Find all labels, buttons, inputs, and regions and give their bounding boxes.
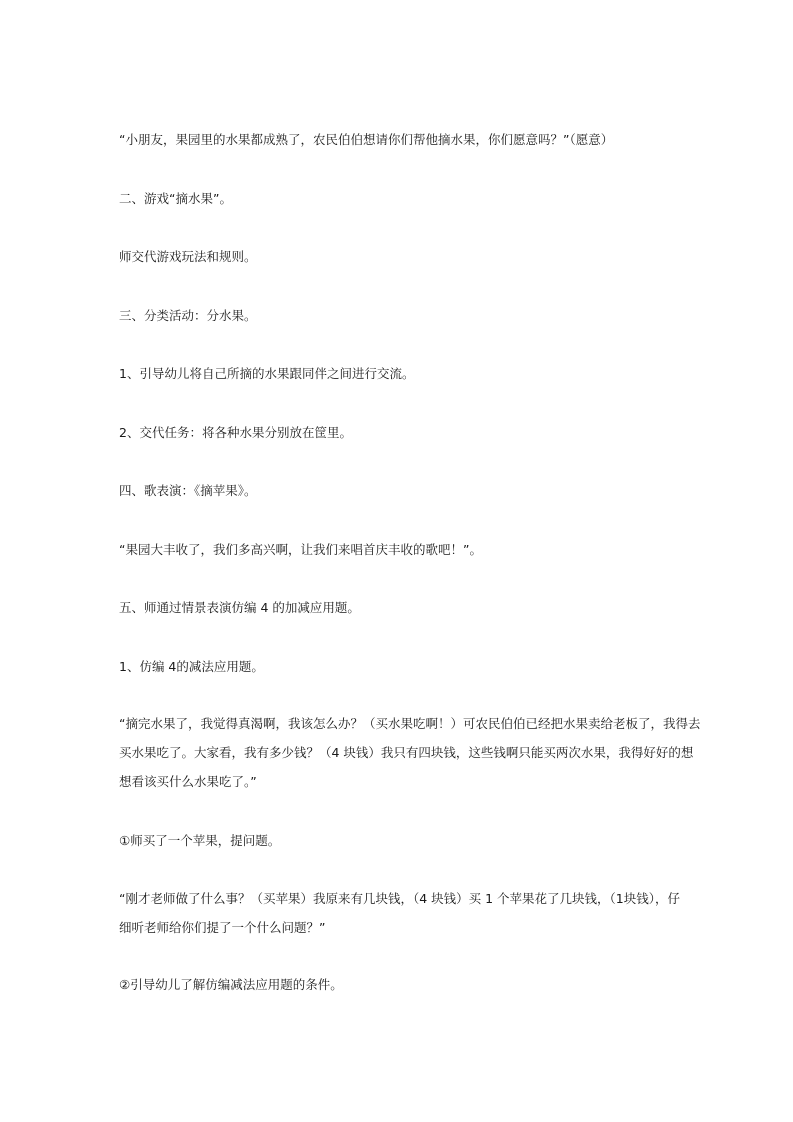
paragraph-game-rules: 师交代游戏玩法和规则。: [119, 249, 257, 264]
paragraph-buy-fruit-dialog: [119, 709, 701, 796]
paragraph-line: 细听老师给你们提了一个什么问题？”: [119, 920, 326, 935]
section-heading-game: 二、游戏“摘水果”。: [119, 191, 232, 206]
step-one: ①师买了一个苹果，提问题。: [119, 833, 281, 848]
paragraph-line: 想看该买什么水果吃了。”: [119, 774, 257, 789]
paragraph-intro-dialog: “小朋友，果园里的水果都成熟了，农民伯伯想请你们帮他摘水果，你们愿意吗？”（愿意）: [119, 132, 614, 147]
list-item-exchange: 1、引导幼儿将自己所摘的水果跟同伴之间进行交流。: [119, 366, 415, 381]
section-heading-classify: 三、分类活动：分水果。: [119, 308, 257, 323]
list-item-subtraction: 1、仿编 4的减法应用题。: [119, 659, 264, 674]
paragraph-question-dialog: [119, 884, 679, 942]
section-heading-song: 四、歌表演：《摘苹果》。: [119, 483, 257, 498]
step-two: ②引导幼儿了解仿编减法应用题的条件。: [119, 977, 343, 992]
paragraph-harvest-dialog: “果园大丰收了，我们多高兴啊，让我们来唱首庆丰收的歌吧！”。: [119, 542, 482, 557]
list-item-task: 2、交代任务：将各种水果分别放在筐里。: [119, 425, 352, 440]
paragraph-line: “摘完水果了，我觉得真渴啊，我该怎么办？（买水果吃啊！）可农民伯伯已经把水果卖给老板了，我得去: [119, 716, 701, 731]
section-heading-word-problems: 五、师通过情景表演仿编 4 的加减应用题。: [119, 600, 360, 615]
paragraph-line: “刚才老师做了什么事？（买苹果）我原来有几块钱，（4 块钱）买 1 个苹果花了几块钱，（1块钱），仔: [119, 891, 681, 906]
paragraph-line: 买水果吃了。大家看，我有多少钱？（4 块钱）我只有四块钱，这些钱啊只能买两次水果，我得好好的想: [119, 745, 694, 760]
